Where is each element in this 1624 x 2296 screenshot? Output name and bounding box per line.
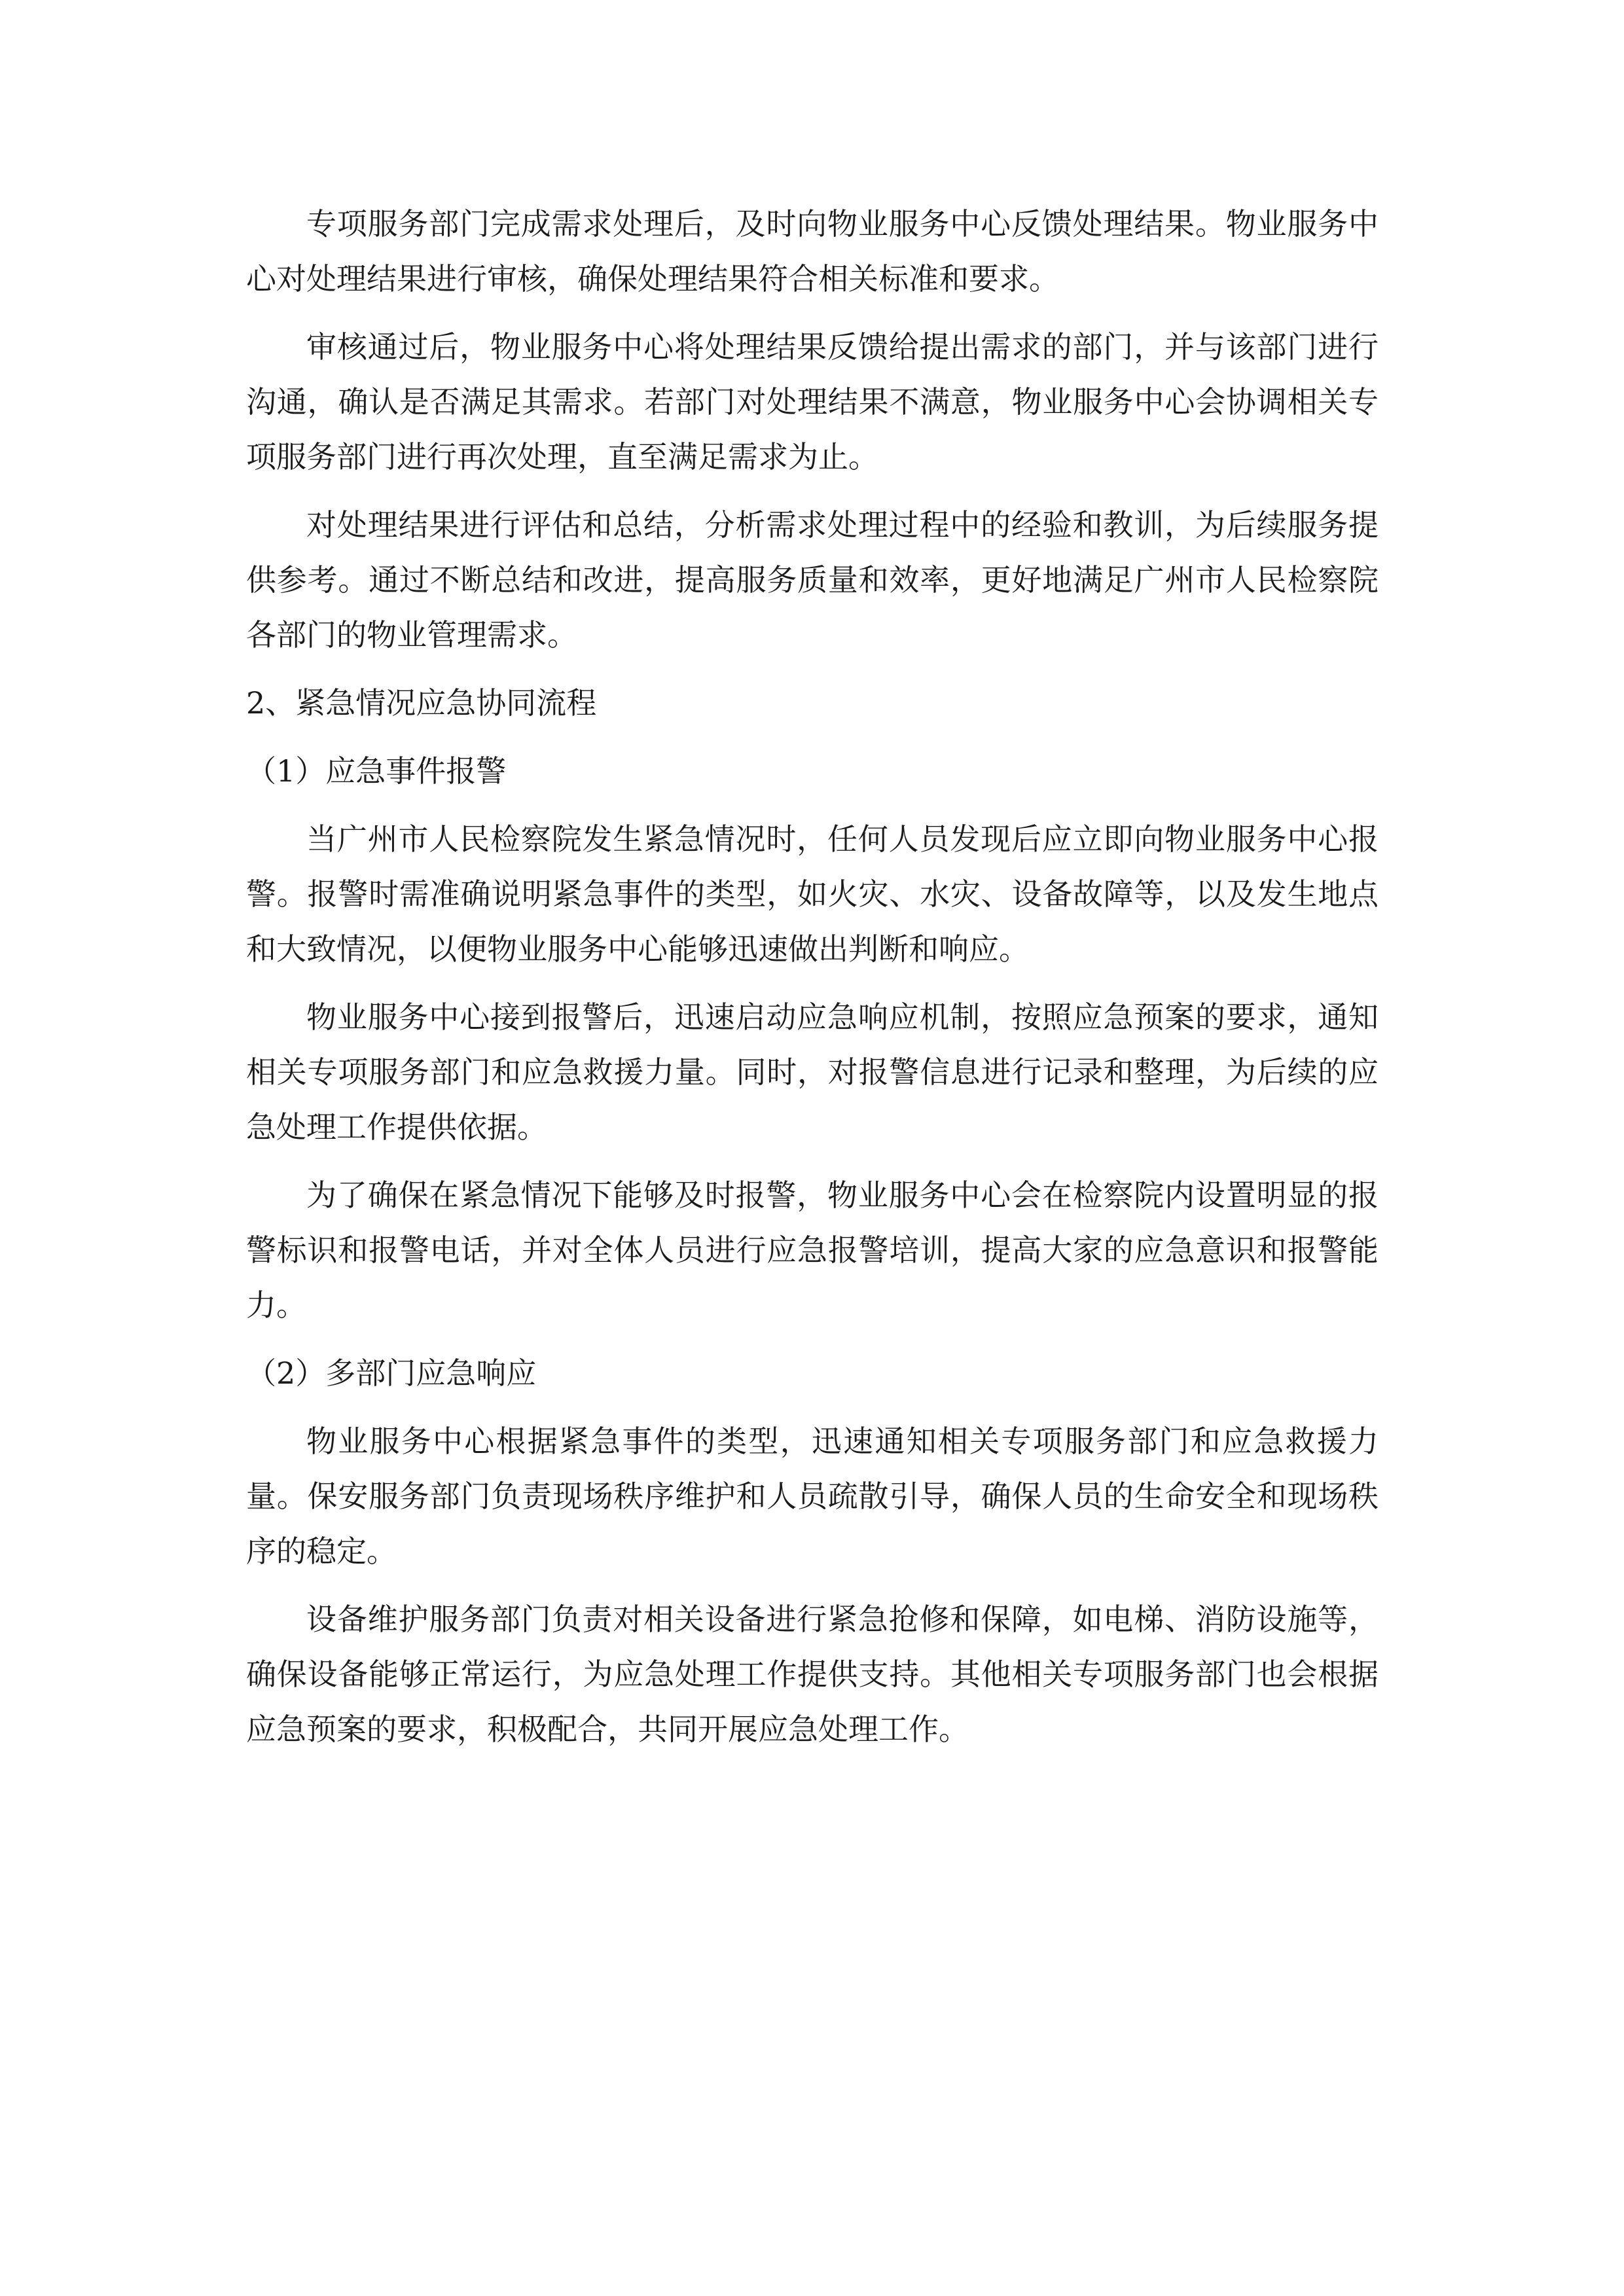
paragraph-evaluation-summary: 对处理结果进行评估和总结，分析需求处理过程中的经验和教训，为后续服务提供参考。通过不断总结和改进，提高服务质量和效率，更好地满足广州市人民检察院各部门的物业管理需求。 <box>246 507 1379 653</box>
paragraph-security-response: 物业服务中心根据紧急事件的类型，迅速通知相关专项服务部门和应急救援力量。保安服务部门负责现场秩序维护和人员疏散引导，确保人员的生命安全和现场秩序的稳定。 <box>246 1424 1379 1569</box>
paragraph-feedback-review: 专项服务部门完成需求处理后，及时向物业服务中心反馈处理结果。物业服务中心对处理结果进行审核，确保处理结果符合相关标准和要求。 <box>246 206 1379 296</box>
paragraph-review-passed: 审核通过后，物业服务中心将处理结果反馈给提出需求的部门，并与该部门进行沟通，确认是否满足其需求。若部门对处理结果不满意，物业服务中心会协调相关专项服务部门进行再次处理，直至满足需求为止。 <box>246 329 1379 475</box>
subheading-multi-department-response: （2）多部门应急响应 <box>246 1355 537 1391</box>
paragraph-alarm-report: 当广州市人民检察院发生紧急情况时，任何人员发现后应立即向物业服务中心报警。报警时需准确说明紧急事件的类型，如火灾、水灾、设备故障等，以及发生地点和大致情况，以便物业服务中心能够迅速做出判断和响应。 <box>246 821 1379 967</box>
document-page <box>246 196 1379 1770</box>
paragraph-alarm-response: 物业服务中心接到报警后，迅速启动应急响应机制，按照应急预案的要求，通知相关专项服务部门和应急救援力量。同时，对报警信息进行记录和整理，为后续的应急处理工作提供依据。 <box>246 999 1379 1145</box>
paragraph-equipment-response: 设备维护服务部门负责对相关设备进行紧急抢修和保障，如电梯、消防设施等，确保设备能够正常运行，为应急处理工作提供支持。其他相关专项服务部门也会根据应急预案的要求，积极配合，共同开展应急处理工作。 <box>246 1602 1379 1747</box>
paragraph-alarm-training: 为了确保在紧急情况下能够及时报警，物业服务中心会在检察院内设置明显的报警标识和报警电话，并对全体人员进行应急报警培训，提高大家的应急意识和报警能力。 <box>246 1177 1379 1323</box>
subheading-emergency-alarm: （1）应急事件报警 <box>246 753 507 789</box>
section-heading-emergency-coordination: 2、紧急情况应急协同流程 <box>246 685 597 721</box>
